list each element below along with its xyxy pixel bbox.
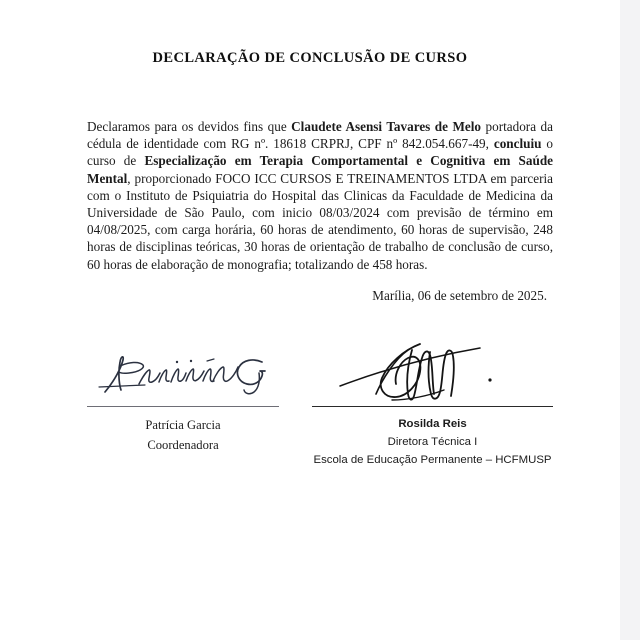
signature-caption-coordinator [87,407,279,455]
signer-name: Rosilda Reis [398,418,467,430]
page-gutter [620,0,640,640]
body-segment-course-lead: o curso de [87,136,554,169]
place-and-date: Marília, 06 de setembro de 2025. [372,288,547,303]
signature-caption-director [312,407,553,469]
body-segment-details: , proporcionado FOCO ICC CURSOS E TREINAMENTOS LTDA em parceria com o Instituto de Psiquiatria do Hospital das Clinicas da Faculdade de Medicina da Universidade de São Paulo, com inicio 08/03/2024 com previsão de término em 04/08/2025, com carga horária, 60 horas de atendimento, 60 horas de supervisão, 248 horas de disciplinas teóricas, 30 horas de orientação de trabalho de conclusão de curso, 60 horas de elaboração de monografia; totalizando de 458 horas. [87,170,553,272]
handwritten-signature-rosilda-icon [312,340,553,406]
declaration-body [87,118,553,273]
signature-area [87,340,553,475]
body-segment-id: portadora da cédula de identidade com RG nº. 18618 CRPRJ, CPF nº 842.054.667-49, [87,119,553,152]
signer-role: Diretora Técnica I [387,436,478,448]
page-title: DECLARAÇÃO DE CONCLUSÃO DE CURSO [152,50,468,66]
student-name: Claudete Asensi Tavares de Melo [291,119,482,134]
signer-organization: Escola de Educação Permanente – HCFMUSP [313,454,552,466]
course-name: Especialização em Terapia Comportamental e Cognitiva em Saúde Mental [87,153,554,186]
signature-block-coordinator [87,340,279,475]
signer-role: Coordenadora [147,438,219,452]
handwritten-signature-patricia-icon [87,340,279,406]
signer-name: Patrícia Garcia [145,418,221,432]
concluded-verb: concluiu [493,136,542,152]
signature-block-director [312,340,553,475]
body-segment-intro: Declaramos para os devidos fins que [87,119,292,134]
